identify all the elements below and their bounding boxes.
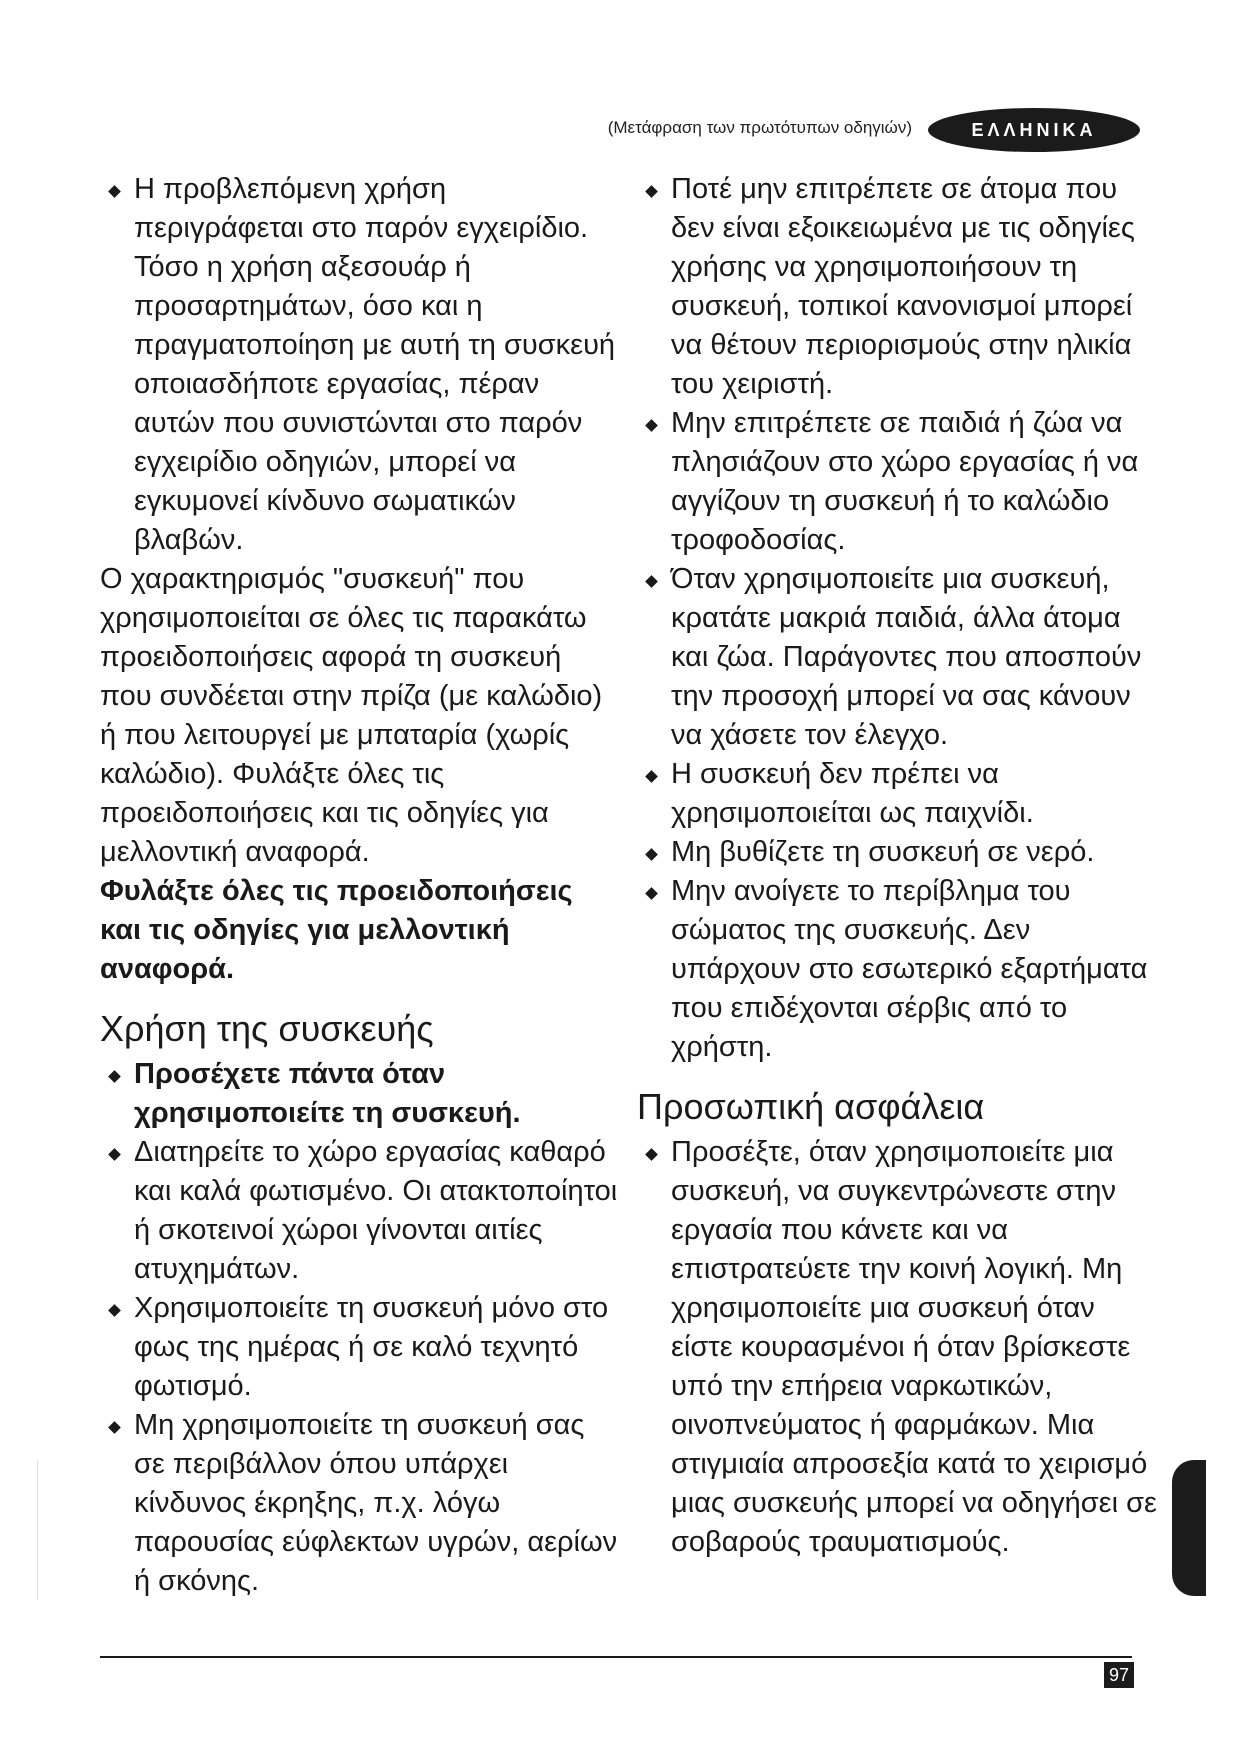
bullet-keep-away: Όταν χρησιμοποιείτε μια συσκευή, κρατάτε μακριά παιδιά, άλλα άτομα και ζώα. Παράγοντες που αποσπούν την προσοχή μπορεί να σας κάνουν να χάσετε τον έλεγχο. <box>637 560 1157 755</box>
bullet-intended-use: Η προβλεπόμενη χρήση περιγράφεται στο παρόν εγχειρίδιο. Τόσο η χρήση αξεσουάρ ή προσαρτημάτων, όσο και η πραγματοποίηση με αυτή τη συσκευή οποιασδήποτε εργασίας, πέραν αυτών που συνιστώνται στο παρόν εγχειρίδιο οδηγιών, μπορεί να εγκυμονεί κίνδυνο σωματικών βλαβών. <box>100 170 620 560</box>
bullet-icon <box>645 1148 658 1161</box>
page-number: 97 <box>1104 1662 1134 1688</box>
scan-edge-line <box>37 1460 38 1600</box>
bullet-icon <box>645 770 658 783</box>
bullet-icon <box>108 1148 121 1161</box>
right-column <box>637 170 1157 1562</box>
bullet-icon <box>645 848 658 861</box>
bullet-water: Μη βυθίζετε τη συσκευή σε νερό. <box>637 833 1157 872</box>
bullet-alert: Προσέξτε, όταν χρησιμοποιείτε μια συσκευή, να συγκεντρώνεστε στην εργασία που κάνετε και να επιστρατεύετε την κοινή λογική. Μη χρησιμοποιείτε μια συσκευή όταν είστε κουρασμένοι ή όταν βρίσκεστε υπό την επήρεια ναρκωτικών, οινοπνεύματος ή φαρμάκων. Μια στιγμιαία απροσεξία κατά το χειρισμό μιας συσκευής μπορεί να οδηγήσει σε σοβαρούς τραυματισμούς. <box>637 1133 1157 1562</box>
bullet-work-area: Διατηρείτε το χώρο εργασίας καθαρό και καλά φωτισμένο. Οι ατακτοποίητοι ή σκοτεινοί χώροι γίνονται αιτίες ατυχημάτων. <box>100 1133 620 1289</box>
translation-note: (Μετάφραση των πρωτότυπων οδηγιών) <box>607 118 912 137</box>
keep-warnings-note: Φυλάξτε όλες τις προειδοποιήσεις και τις οδηγίες για μελλοντική αναφορά. <box>100 875 573 985</box>
bullet-icon <box>108 1304 121 1317</box>
left-column <box>100 170 620 1601</box>
bullet-icon <box>108 1070 121 1083</box>
bullet-daylight: Χρησιμοποιείτε τη συσκευή μόνο στο φως της ημέρας ή σε καλό τεχνητό φωτισμό. <box>100 1289 620 1406</box>
section-tab-marker <box>1172 1460 1206 1596</box>
bullet-explosive: Μη χρησιμοποιείτε τη συσκευή σας σε περιβάλλον όπου υπάρχει κίνδυνος έκρηξης, π.χ. λόγω παρουσίας εύφλεκτων υγρών, αερίων ή σκόνης. <box>100 1406 620 1601</box>
bullet-icon <box>645 185 658 198</box>
bullet-icon <box>645 887 658 900</box>
bullet-housing: Μην ανοίγετε το περίβλημα του σώματος της συσκευής. Δεν υπάρχουν στο εσωτερικό εξαρτήματα που επιδέχονται σέρβις από το χρήστη. <box>637 872 1157 1067</box>
section-heading-personal: Προσωπική ασφάλεια <box>637 1086 985 1127</box>
bullet-icon <box>645 419 658 432</box>
bullet-children-animals: Μην επιτρέπετε σε παιδιά ή ζώα να πλησιάζουν στο χώρο εργασίας ή να αγγίζουν τη συσκευή ή το καλώδιο τροφοδοσίας. <box>637 404 1157 560</box>
definition-paragraph: Ο χαρακτηρισμός "συσκευή" που χρησιμοποιείται σε όλες τις παρακάτω προειδοποιήσεις αφορά τη συσκευή που συνδέεται στην πρίζα (με καλώδιο) ή που λειτουργεί με μπαταρία (χωρίς καλώδιο). Φυλάξτε όλες τις προειδοποιήσεις και τις οδηγίες για μελλοντική αναφορά. <box>100 563 603 868</box>
page-header <box>560 108 1140 152</box>
bullet-icon <box>645 575 658 588</box>
section-heading-use: Χρήση της συσκευής <box>100 1008 434 1049</box>
bullet-icon <box>108 1421 121 1434</box>
bullet-unfamiliar: Ποτέ μην επιτρέπετε σε άτομα που δεν είναι εξοικειωμένα με τις οδηγίες χρήσης να χρησιμοποιήσουν τη συσκευή, τοπικοί κανονισμοί μπορεί να θέτουν περιορισμούς στην ηλικία του χειριστή. <box>637 170 1157 404</box>
footer-rule <box>100 1656 1132 1658</box>
bullet-take-care: Προσέχετε πάντα όταν χρησιμοποιείτε τη συσκευή. <box>100 1055 620 1133</box>
language-badge: ΕΛΛΗΝΙΚΑ <box>928 108 1140 152</box>
bullet-icon <box>108 185 121 198</box>
bullet-not-toy: Η συσκευή δεν πρέπει να χρησιμοποιείται ως παιχνίδι. <box>637 755 1157 833</box>
